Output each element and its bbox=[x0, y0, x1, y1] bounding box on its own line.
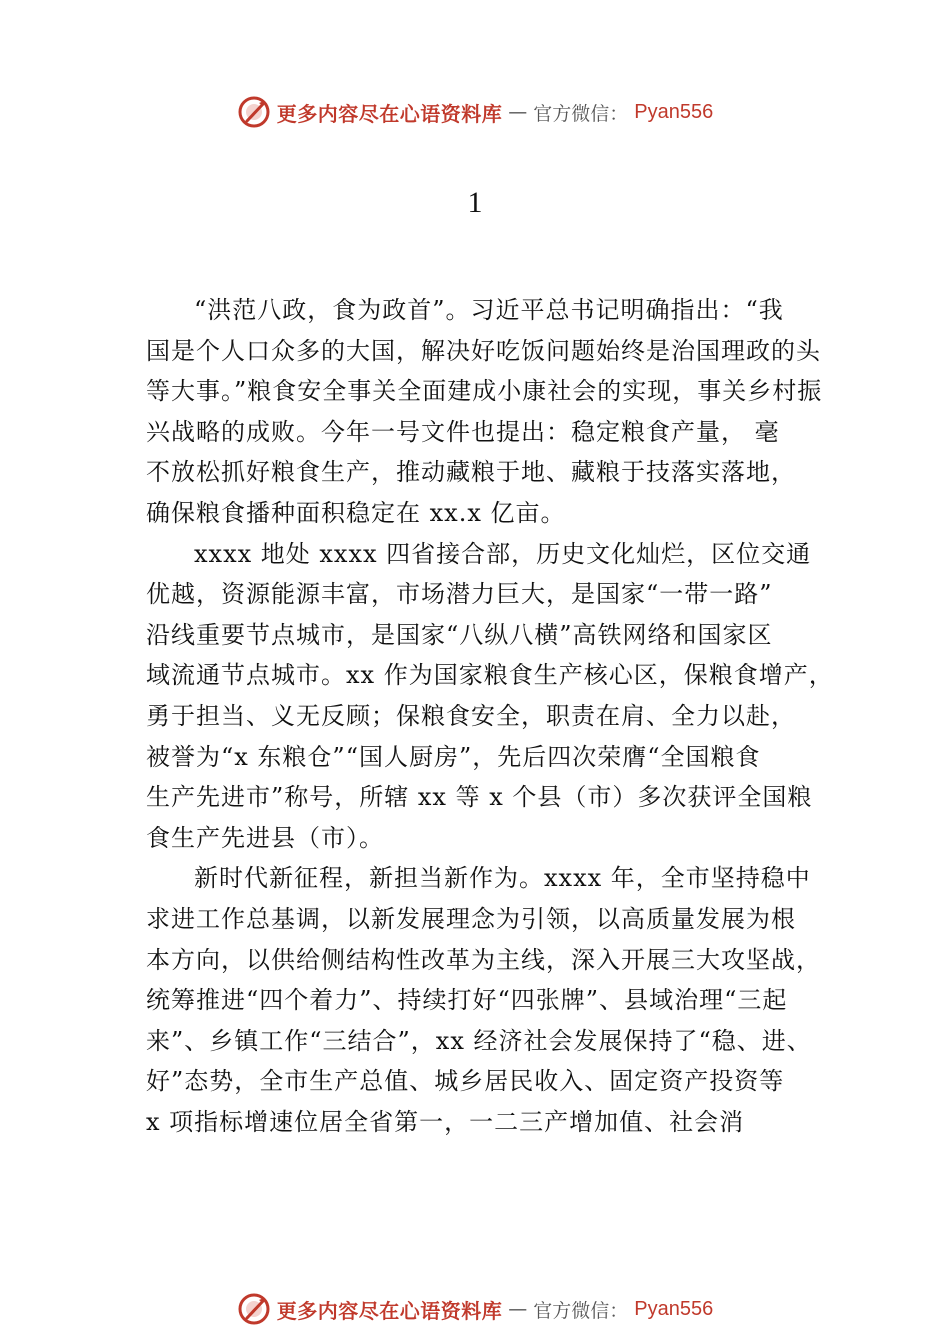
header-separator: — bbox=[508, 101, 528, 123]
paragraph-3-line: 来”、乡镇工作“三结合”，xx 经济社会发展保持了“稳、进、 bbox=[146, 1026, 812, 1055]
paragraph-1-line: 不放松抓好粮食生产，推动藏粮于地、藏粮于技落实落地， bbox=[146, 458, 796, 487]
paragraph-3-line: x 项指标增速位居全省第一，一二三产增加值、社会消 bbox=[146, 1107, 745, 1136]
footer-separator: — bbox=[508, 1298, 528, 1320]
paragraph-2-line: 勇于担当、义无反顾；保粮食安全，职责在肩、全力以赴， bbox=[146, 701, 796, 730]
paragraph-1-line: 国是个人口众多的大国，解决好吃饭问题始终是治国理政的头 bbox=[146, 336, 821, 365]
paragraph-2-line: 生产先进市”称号，所辖 xx 等 x 个县（市）多次获评全国粮 bbox=[146, 783, 813, 812]
paragraph-2-line: 优越，资源能源丰富，市场潜力巨大，是国家“一带一路” bbox=[146, 580, 773, 609]
footer-contact-handle: Pyan556 bbox=[634, 1297, 714, 1320]
paragraph-3-line: 好”态势，全市生产总值、城乡居民收入、固定资产投资等 bbox=[146, 1067, 785, 1096]
paragraph-1-line: 等大事。”粮食安全事关全面建成小康社会的实现，事关乡村振 bbox=[146, 377, 823, 406]
header-watermark-banner bbox=[0, 92, 950, 132]
brand-logo-icon bbox=[237, 95, 271, 129]
page-number: 1 bbox=[467, 186, 483, 219]
paragraph-3-line: 新时代新征程，新担当新作为。xxxx 年，全市坚持稳中 bbox=[194, 864, 811, 893]
header-contact-label: 官方微信： bbox=[533, 102, 629, 125]
paragraph-3-line: 统筹推进“四个着力”、持续打好“四张牌”、县域治理“三起 bbox=[146, 986, 788, 1015]
document-body bbox=[146, 290, 836, 1142]
paragraph-3-line: 本方向，以供给侧结构性改革为主线，深入开展三大攻坚战， bbox=[146, 945, 821, 974]
paragraph-3-line: 求进工作总基调，以新发展理念为引领，以高质量发展为根 bbox=[146, 904, 796, 933]
footer-contact-label: 官方微信： bbox=[533, 1299, 629, 1322]
footer-watermark-banner bbox=[0, 1289, 950, 1329]
brand-logo-icon bbox=[237, 1292, 271, 1326]
paragraph-1-line: “洪范八政，食为政首”。习近平总书记明确指出：“我 bbox=[194, 296, 784, 324]
paragraph-2-line: 被誉为“x 东粮仓”“国人厨房”，先后四次荣膺“全国粮食 bbox=[146, 742, 761, 771]
header-contact-handle: Pyan556 bbox=[634, 100, 714, 123]
paragraph-2-line: 沿线重要节点城市，是国家“八纵八横”高铁网络和国家区 bbox=[146, 620, 773, 649]
paragraph-1-line: 确保粮食播种面积稳定在 xx.x 亿亩。 bbox=[146, 498, 566, 527]
paragraph-2-line: 食生产先进县（市）。 bbox=[146, 823, 384, 852]
footer-promo-text: 更多内容尽在心语资料库 bbox=[276, 1298, 503, 1323]
paragraph-2-line: 域流通节点城市。xx 作为国家粮食生产核心区，保粮食增产， bbox=[146, 661, 834, 690]
paragraph-2-line: xxxx 地处 xxxx 四省接合部，历史文化灿烂，区位交通 bbox=[194, 539, 812, 568]
header-promo-text: 更多内容尽在心语资料库 bbox=[276, 101, 503, 126]
paragraph-1-line: 兴战略的成败。今年一号文件也提出：稳定粮食产量， 毫 bbox=[146, 417, 780, 446]
